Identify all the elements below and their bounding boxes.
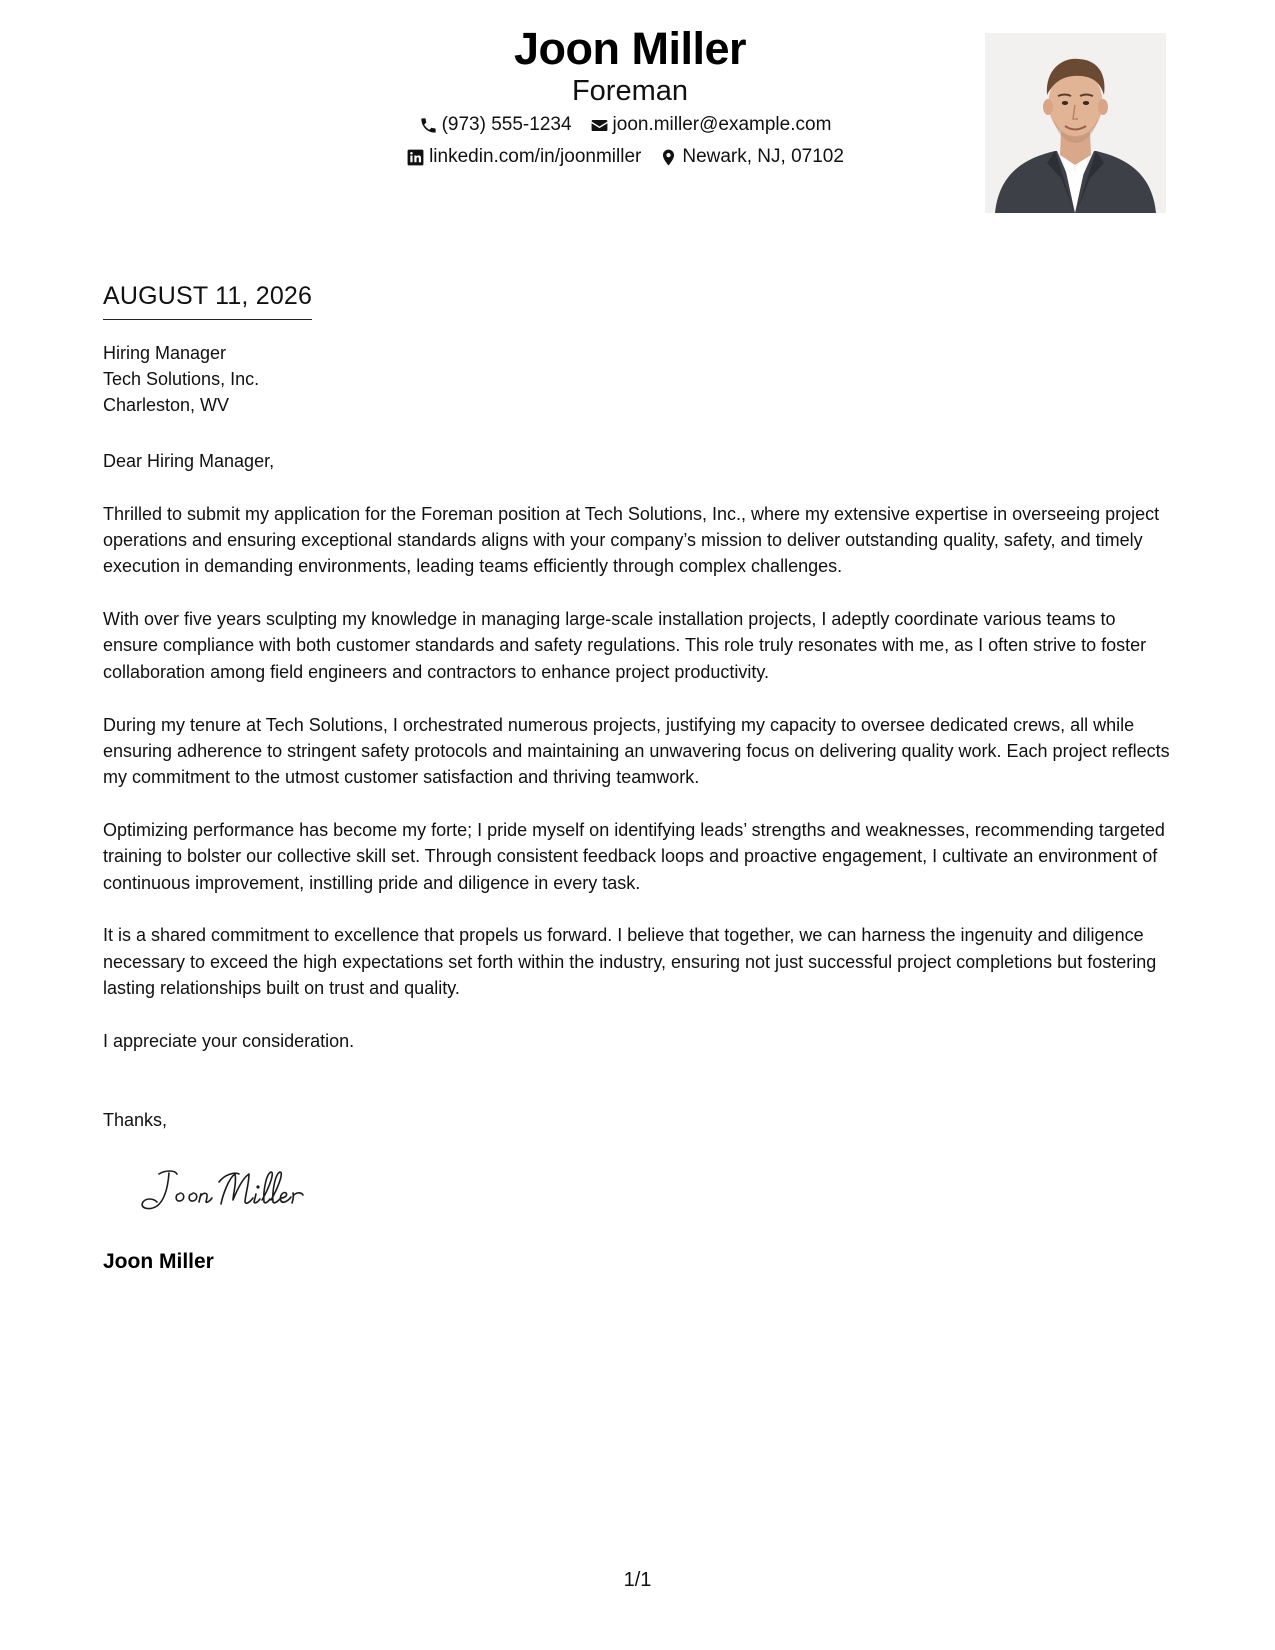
profile-photo [985,33,1166,213]
signer-name: Joon Miller [103,1250,214,1273]
paragraph-5: It is a shared commitment to excellence that propels us forward. I believe that together, we can harness the ingenuity and diligence necessary to exceed the high expectations set forth within the industry, ensuring not just successful project completions but fostering lasting relationships built on trust and quality. [103,925,1157,998]
paragraph-4: Optimizing performance has become my forte; I pride myself on identifying leads’ strengths and weaknesses, recommending targeted training to bolster our collective skill set. Through consistent feedback loops and proactive engagement, I cultivate an environment of continuous improvement, instilling pride and diligence in every task. [103,819,1165,893]
linkedin-text: linkedin.com/in/joonmiller [429,146,642,167]
letter-date: AUGUST 11, 2026 [103,281,312,320]
salutation: Dear Hiring Manager, [103,451,275,471]
letter-body [103,448,1173,1081]
contact-linkedin[interactable] [406,145,641,169]
phone-icon [419,116,438,135]
job-title: Foreman [571,75,689,107]
recipient-location: Charleston, WV [103,395,230,415]
paragraph-1: Thrilled to submit my application for the Foreman position at Tech Solutions, Inc., where my extensive expertise in overseeing project operations and ensuring exceptional standards aligns with your company’s mission to deliver outstanding quality, safety, and timely execution in demanding environments, leading teams efficiently through complex challenges. [103,503,1160,577]
contact-email[interactable] [590,113,832,137]
paragraph-6: I appreciate your consideration. [103,1030,355,1051]
closing: Thanks, [103,1110,168,1130]
paragraph-3: During my tenure at Tech Solutions, I orchestrated numerous projects, justifying my capacity to oversee dedicated crews, all while ensuring adherence to stringent safety protocols and maintaining an unwavering focus on delivering quality work. Each project reflects my commitment to the utmost customer satisfaction and thriving teamwork. [103,714,1170,788]
phone-text: (973) 555-1234 [441,114,572,135]
page-number: 1/1 [623,1569,652,1591]
paragraph-2: With over five years sculpting my knowledge in managing large-scale installation projects, I adeptly coordinate various teams to ensure compliance with both customer standards and safety regulations. This role truly resonates with me, as I often strive to foster collaboration among field engineers and contractors to enhance project productivity. [103,609,1147,682]
portrait-image [985,33,1166,213]
location-text: Newark, NJ, 07102 [682,146,844,167]
recipient-company: Tech Solutions, Inc. [103,369,260,389]
candidate-name: Joon Miller [513,23,747,74]
linkedin-icon [406,148,425,167]
recipient-block [103,340,259,418]
contact-location [659,145,844,169]
contact-phone[interactable] [419,113,572,137]
map-pin-icon [659,148,678,167]
handwritten-signature [135,1160,335,1220]
recipient-title: Hiring Manager [103,343,227,363]
email-text: joon.miller@example.com [612,114,832,135]
envelope-icon [590,116,609,135]
signature-image [135,1160,335,1220]
